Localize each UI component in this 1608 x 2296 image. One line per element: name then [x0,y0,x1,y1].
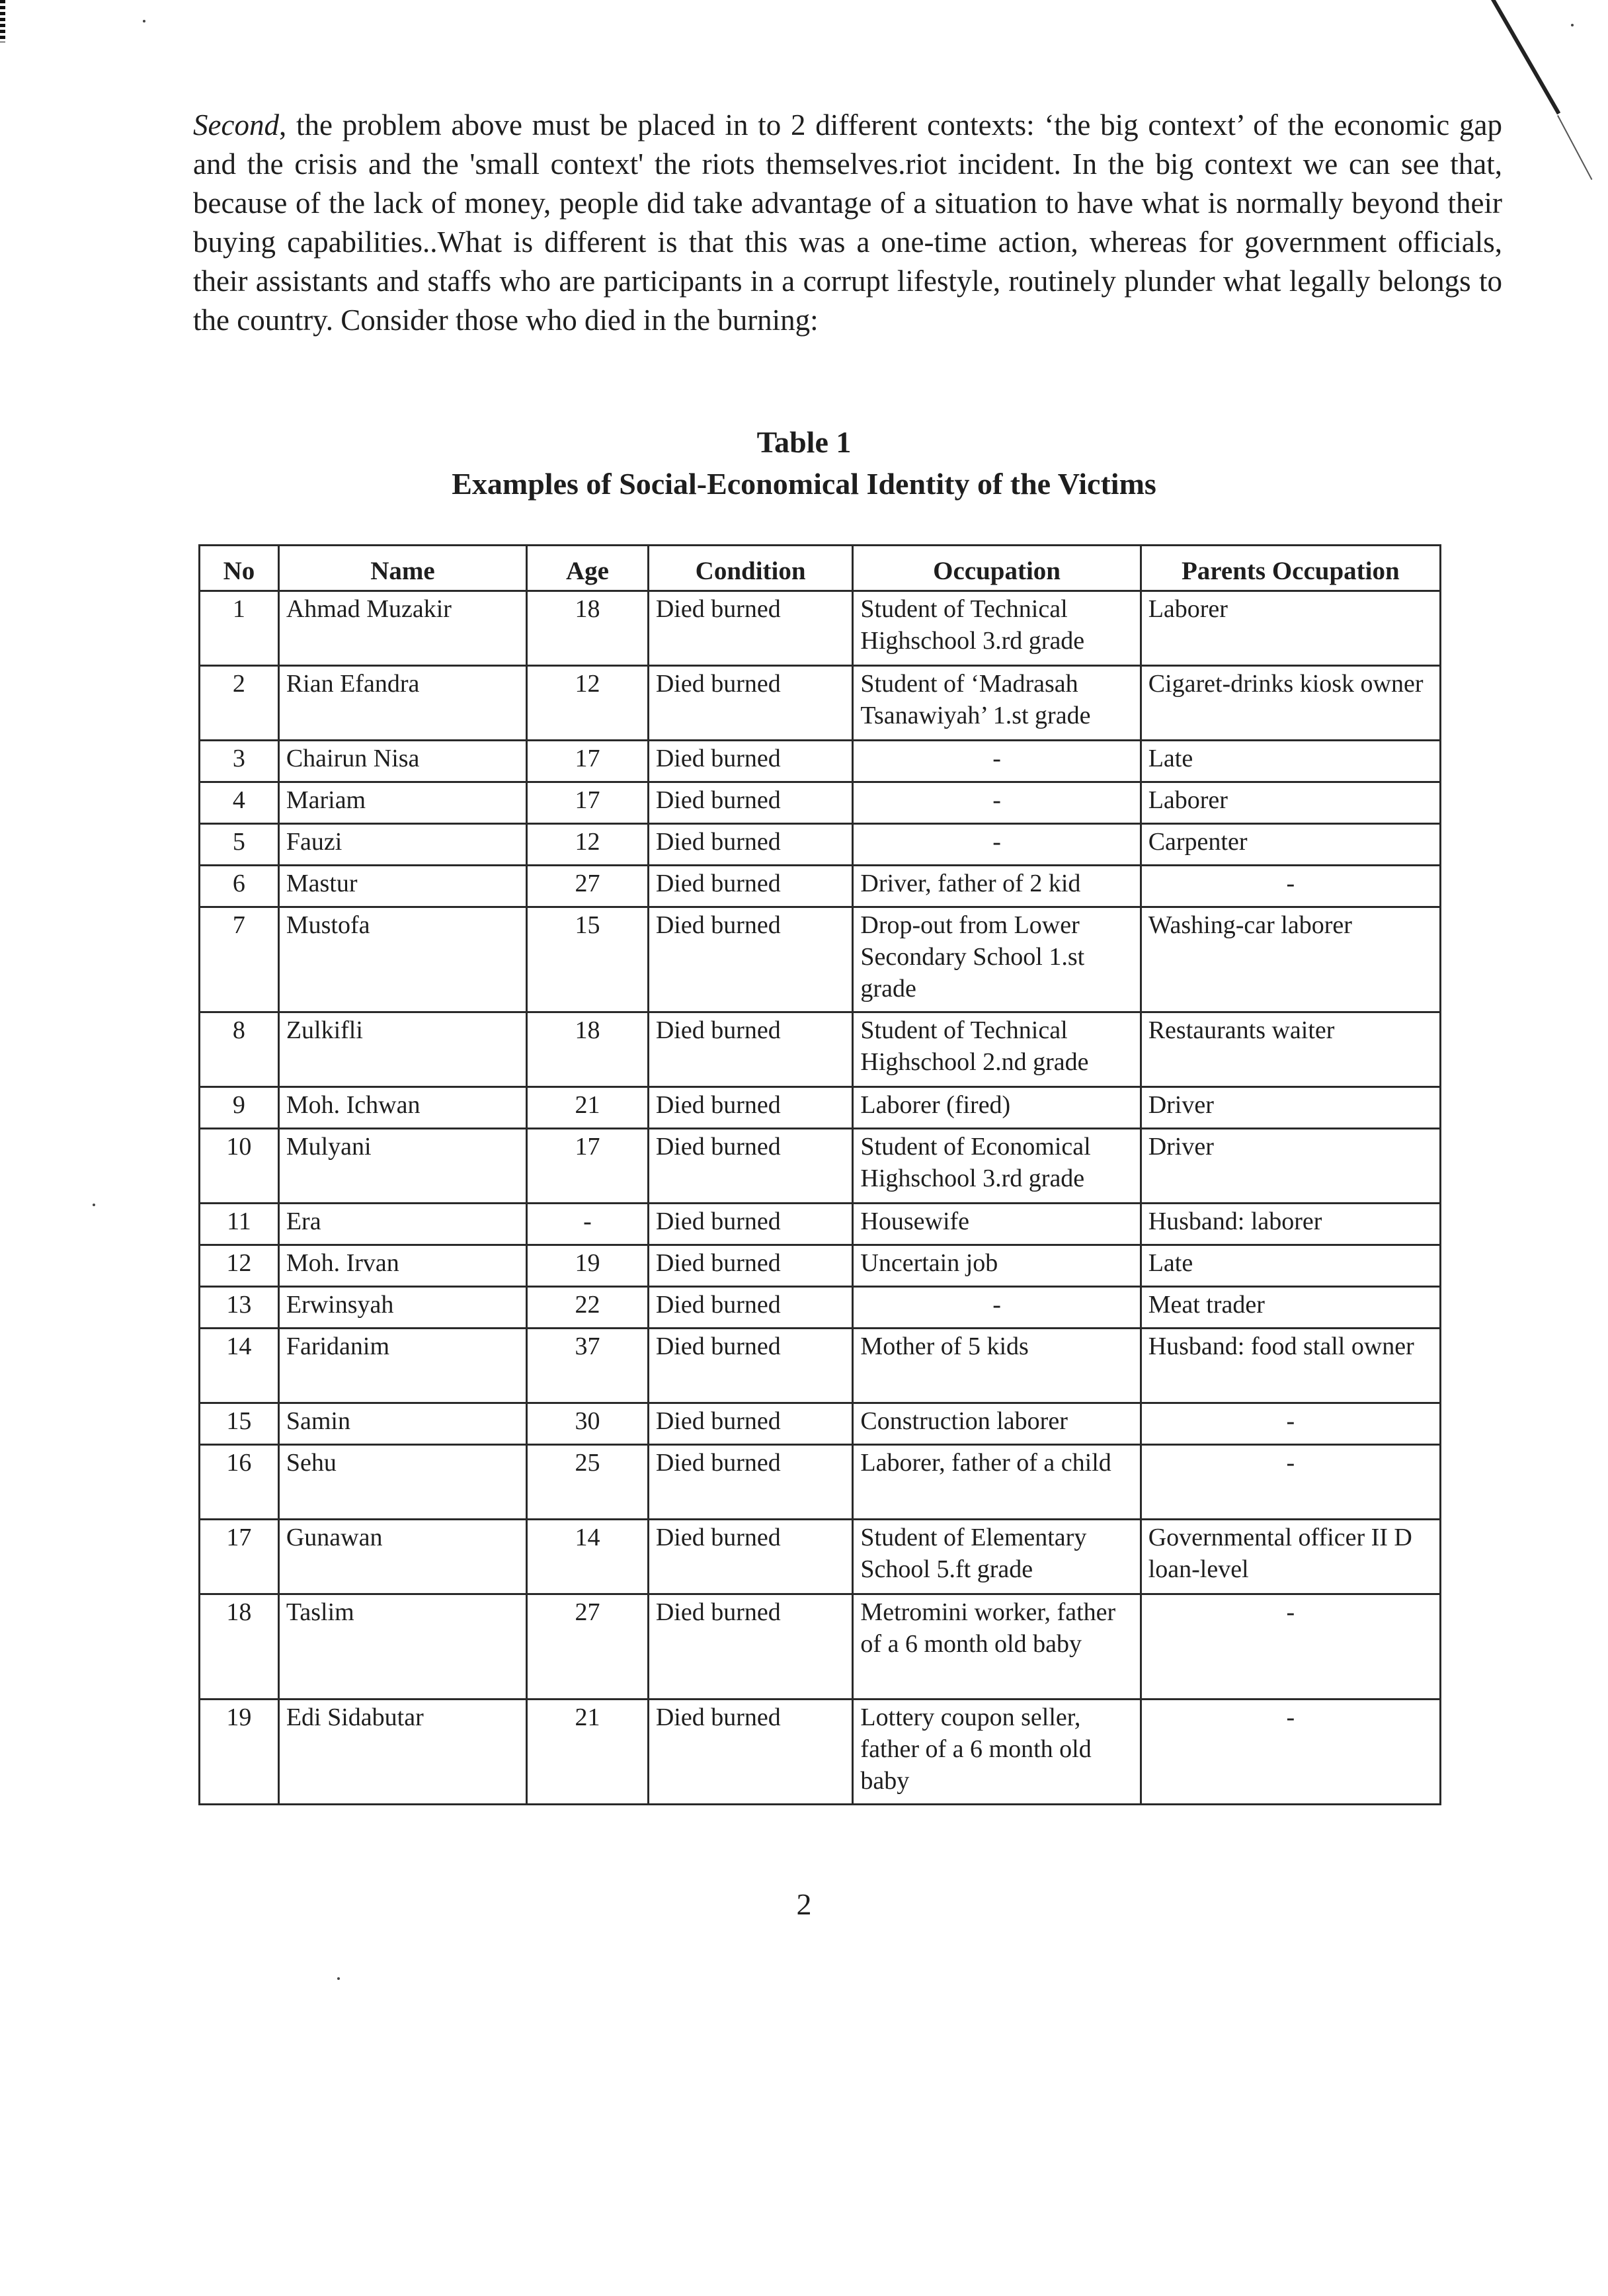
cell-occupation: - [853,782,1141,824]
table-row [200,666,1441,741]
cell-parents-occupation: Driver [1141,1087,1440,1129]
table-title: Table 1 [756,425,852,459]
cell-condition: Died burned [648,591,853,666]
cell-no: 7 [200,907,279,1012]
cell-condition: Died burned [648,907,853,1012]
header-name: Name [278,546,526,591]
cell-no: 19 [200,1700,279,1805]
cell-occupation: Construction laborer [853,1403,1141,1445]
cell-no: 14 [200,1329,279,1403]
table-header-row [200,546,1441,591]
header-occupation: Occupation [853,546,1141,591]
cell-parents-occupation: - [1141,1445,1440,1520]
cell-condition: Died burned [648,1445,853,1520]
cell-condition: Died burned [648,1403,853,1445]
cell-name: Faridanim [278,1329,526,1403]
cell-parents-occupation: Late [1141,1245,1440,1287]
cell-age: 17 [527,741,649,782]
cell-no: 13 [200,1287,279,1329]
cell-parents-occupation: Late [1141,741,1440,782]
cell-age: 18 [527,591,649,666]
cell-condition: Died burned [648,1594,853,1700]
cell-name: Ahmad Muzakir [278,591,526,666]
cell-parents-occupation: Driver [1141,1129,1440,1204]
cell-no: 9 [200,1087,279,1129]
cell-occupation: Drop-out from Lower Secondary School 1.st grade [853,907,1141,1012]
cell-occupation: Student of ‘Madrasah Tsanawiyah’ 1.st grade [853,666,1141,741]
cell-condition: Died burned [648,1129,853,1204]
page-number: 2 [796,1887,812,1921]
cell-no: 1 [200,591,279,666]
cell-age: 27 [527,1594,649,1700]
cell-name: Moh. Irvan [278,1245,526,1287]
cell-condition: Died burned [648,824,853,866]
cell-parents-occupation: - [1141,866,1440,907]
cell-name: Mulyani [278,1129,526,1204]
cell-age: 17 [527,782,649,824]
cell-no: 18 [200,1594,279,1700]
cell-name: Sehu [278,1445,526,1520]
table-row [200,1403,1441,1445]
intro-paragraph [193,106,1502,340]
cell-age: 14 [527,1520,649,1594]
cell-parents-occupation: Husband: food stall owner [1141,1329,1440,1403]
cell-age: 17 [527,1129,649,1204]
table-row [200,1129,1441,1204]
cell-condition: Died burned [648,1087,853,1129]
cell-no: 15 [200,1403,279,1445]
cell-parents-occupation: Governmental officer II D loan-level [1141,1520,1440,1594]
cell-name: Samin [278,1403,526,1445]
table-subtitle: Examples of Social-Economical Identity of the Victims [452,467,1156,501]
scan-speck [93,1204,95,1206]
cell-age: 25 [527,1445,649,1520]
table-row [200,1245,1441,1287]
cell-occupation: Mother of 5 kids [853,1329,1141,1403]
cell-no: 6 [200,866,279,907]
cell-parents-occupation: - [1141,1403,1440,1445]
cell-no: 11 [200,1204,279,1245]
cell-condition: Died burned [648,866,853,907]
cell-no: 5 [200,824,279,866]
paragraph-lead: Second [193,108,279,142]
scan-edge-mark [0,0,5,42]
cell-name: Moh. Ichwan [278,1087,526,1129]
cell-occupation: Uncertain job [853,1245,1141,1287]
table-row [200,866,1441,907]
cell-name: Gunawan [278,1520,526,1594]
cell-parents-occupation: Cigaret-drinks kiosk owner [1141,666,1440,741]
cell-age: 22 [527,1287,649,1329]
table-row [200,1594,1441,1700]
scan-speck [1571,24,1574,26]
cell-occupation: - [853,741,1141,782]
table-row [200,1445,1441,1520]
header-age: Age [527,546,649,591]
cell-condition: Died burned [648,1520,853,1594]
cell-age: - [527,1204,649,1245]
cell-name: Era [278,1204,526,1245]
table-row [200,1012,1441,1087]
cell-condition: Died burned [648,741,853,782]
victims-table [198,544,1441,1805]
scan-speck [337,1977,340,1980]
cell-parents-occupation: - [1141,1594,1440,1700]
cell-parents-occupation: Meat trader [1141,1287,1440,1329]
cell-condition: Died burned [648,1700,853,1805]
cell-name: Zulkifli [278,1012,526,1087]
header-parents-occupation: Parents Occupation [1141,546,1440,591]
cell-parents-occupation: Restaurants waiter [1141,1012,1440,1087]
cell-parents-occupation: Washing-car laborer [1141,907,1440,1012]
cell-age: 12 [527,666,649,741]
table-row [200,1520,1441,1594]
table-row [200,907,1441,1012]
cell-condition: Died burned [648,1204,853,1245]
cell-age: 19 [527,1245,649,1287]
scan-speck [143,20,145,22]
table-row [200,1204,1441,1245]
cell-occupation: Housewife [853,1204,1141,1245]
cell-name: Mastur [278,866,526,907]
cell-condition: Died burned [648,666,853,741]
table-row [200,741,1441,782]
scan-pen-stroke-tail [1557,115,1592,180]
header-no: No [200,546,279,591]
cell-no: 4 [200,782,279,824]
table-row [200,1329,1441,1403]
cell-age: 21 [527,1087,649,1129]
cell-occupation: Student of Technical Highschool 3.rd grade [853,591,1141,666]
cell-name: Mustofa [278,907,526,1012]
cell-occupation: Lottery coupon seller, father of a 6 month old baby [853,1700,1141,1805]
cell-name: Erwinsyah [278,1287,526,1329]
cell-age: 18 [527,1012,649,1087]
cell-occupation: - [853,1287,1141,1329]
table-row [200,1087,1441,1129]
cell-name: Mariam [278,782,526,824]
cell-parents-occupation: Laborer [1141,782,1440,824]
cell-no: 8 [200,1012,279,1087]
cell-no: 10 [200,1129,279,1204]
cell-occupation: - [853,824,1141,866]
cell-occupation: Laborer (fired) [853,1087,1141,1129]
cell-no: 16 [200,1445,279,1520]
cell-condition: Died burned [648,782,853,824]
cell-age: 27 [527,866,649,907]
cell-no: 2 [200,666,279,741]
cell-occupation: Laborer, father of a child [853,1445,1141,1520]
cell-occupation: Driver, father of 2 kid [853,866,1141,907]
cell-no: 12 [200,1245,279,1287]
cell-parents-occupation: - [1141,1700,1440,1805]
cell-parents-occupation: Laborer [1141,591,1440,666]
cell-condition: Died burned [648,1329,853,1403]
scan-pen-stroke [1491,0,1560,114]
paragraph-text: , the problem above must be placed in to 2 different contexts: ‘the big context’ of the economic gap and the crisis and the 'small context' the riots themselves.riot incident. In the big context we can see that, because of the lack of money, people did take advantage of a situation to have what is normally beyond their buying capabilities..What is different is that this was a one-time action, whereas for government officials, their assistants and staffs who are participants in a corrupt lifestyle, routinely plunder what legally belongs to the country. Consider those who died in the burning: [193,108,1502,337]
cell-age: 30 [527,1403,649,1445]
table-row [200,1287,1441,1329]
table-row [200,591,1441,666]
cell-occupation: Metromini worker, father of a 6 month old baby [853,1594,1141,1700]
table-row [200,1700,1441,1805]
cell-age: 21 [527,1700,649,1805]
cell-parents-occupation: Husband: laborer [1141,1204,1440,1245]
cell-parents-occupation: Carpenter [1141,824,1440,866]
cell-name: Chairun Nisa [278,741,526,782]
cell-occupation: Student of Technical Highschool 2.nd grade [853,1012,1141,1087]
cell-age: 37 [527,1329,649,1403]
table-row [200,824,1441,866]
cell-no: 17 [200,1520,279,1594]
cell-condition: Died burned [648,1012,853,1087]
cell-condition: Died burned [648,1245,853,1287]
table-row [200,782,1441,824]
cell-name: Fauzi [278,824,526,866]
cell-name: Rian Efandra [278,666,526,741]
header-condition: Condition [648,546,853,591]
cell-age: 12 [527,824,649,866]
cell-occupation: Student of Economical Highschool 3.rd grade [853,1129,1141,1204]
cell-occupation: Student of Elementary School 5.ft grade [853,1520,1141,1594]
cell-age: 15 [527,907,649,1012]
cell-no: 3 [200,741,279,782]
cell-condition: Died burned [648,1287,853,1329]
cell-name: Edi Sidabutar [278,1700,526,1805]
cell-name: Taslim [278,1594,526,1700]
